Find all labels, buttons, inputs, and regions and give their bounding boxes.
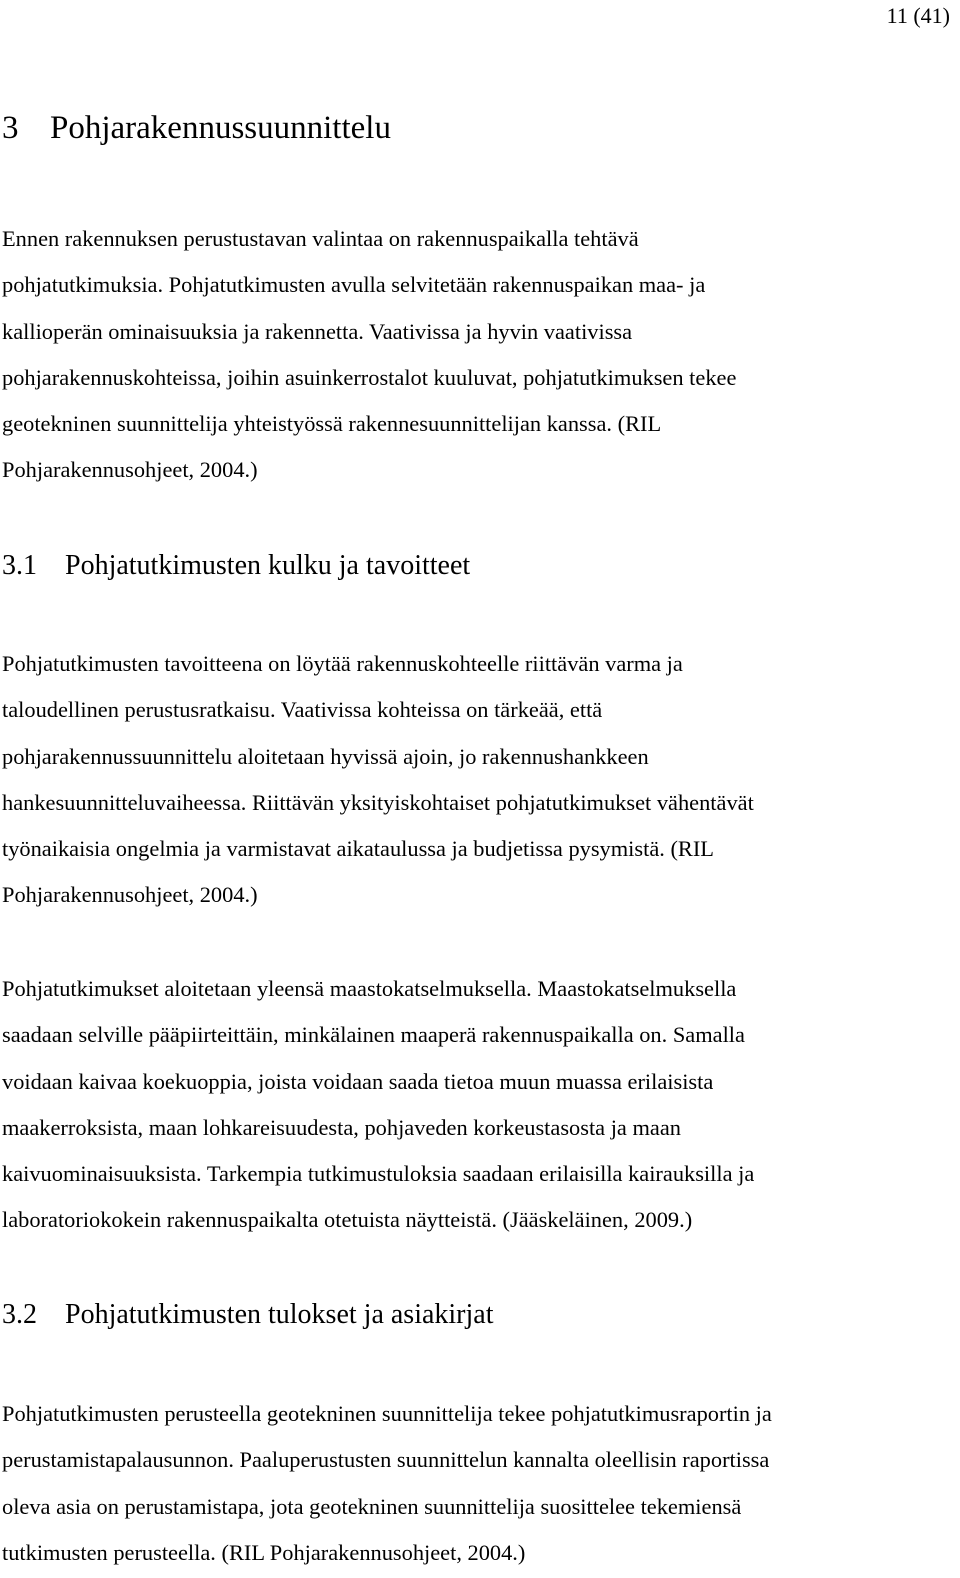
section-3-1-number: 3.1 (2, 550, 37, 581)
chapter-heading (2, 106, 391, 150)
section-3-1-paragraph-2 (2, 966, 947, 1244)
text-line: perustamistapalausunnon. Paaluperustusten suunnittelun kannalta oleellisin raportissa (2, 1447, 770, 1473)
text-line: taloudellinen perustusratkaisu. Vaativissa kohteissa on tärkeää, että (2, 697, 603, 723)
section-3-1-title: Pohjatutkimusten kulku ja tavoitteet (65, 550, 471, 581)
text-line: tutkimusten perusteella. (RIL Pohjarakennusohjeet, 2004.) (2, 1539, 526, 1565)
text-line: työnaikaisia ongelmia ja varmistavat aikataulussa ja budjetissa pysymistä. (RIL (2, 836, 714, 862)
text-line: pohjarakennuskohteissa, joihin asuinkerrostalot kuuluvat, pohjatutkimuksen tekee (2, 364, 737, 390)
text-line: hankesuunnitteluvaiheessa. Riittävän yksityiskohtaiset pohjatutkimukset vähentävät (2, 789, 754, 815)
text-line: kaivuominaisuuksista. Tarkempia tutkimustuloksia saadaan erilaisilla kairauksilla ja (2, 1161, 755, 1187)
section-3-2-paragraph-1 (2, 1391, 947, 1576)
text-line: geotekninen suunnittelija yhteistyössä rakennesuunnittelijan kanssa. (RIL (2, 411, 662, 437)
text-line: voidaan kaivaa koekuoppia, joista voidaan saada tietoa muun muassa erilaisista (2, 1068, 714, 1094)
text-line: Pohjatutkimusten perusteella geotekninen suunnittelija tekee pohjatutkimusraportin ja (2, 1401, 772, 1426)
text-line: Ennen rakennuksen perustustavan valintaa on rakennuspaikalla tehtävä (2, 226, 639, 251)
text-line: Pohjarakennusohjeet, 2004.) (2, 882, 258, 908)
text-line: saadaan selville pääpiirteittäin, minkälainen maaperä rakennuspaikalla on. Samalla (2, 1022, 745, 1048)
section-3-1-paragraph-1 (2, 641, 947, 919)
text-line: Pohjatutkimukset aloitetaan yleensä maastokatselmuksella. Maastokatselmuksella (2, 976, 737, 1001)
section-3-2-number: 3.2 (2, 1299, 37, 1330)
text-line: laboratoriokokein rakennuspaikalta otetuista näytteistä. (Jääskeläinen, 2009.) (2, 1207, 693, 1233)
text-line: pohjarakennussuunnittelu aloitetaan hyvissä ajoin, jo rakennushankkeen (2, 743, 649, 769)
chapter-title: Pohjarakennussuunnittelu (50, 110, 391, 146)
text-line: oleva asia on perustamistapa, jota geotekninen suunnittelija suosittelee tekemiensä (2, 1493, 742, 1519)
text-line: pohjatutkimuksia. Pohjatutkimusten avulla selvitetään rakennuspaikan maa- ja (2, 272, 706, 298)
text-line: Pohjatutkimusten tavoitteena on löytää rakennuskohteelle riittävän varma ja (2, 651, 683, 676)
page-number: 11 (41) (886, 3, 950, 28)
chapter-number: 3 (2, 110, 19, 146)
section-3-1-heading (2, 548, 470, 584)
text-line: kallioperän ominaisuuksia ja rakennetta. Vaativissa ja hyvin vaativissa (2, 318, 633, 344)
text-line: maakerroksista, maan lohkareisuudesta, pohjaveden korkeustasosta ja maan (2, 1114, 681, 1140)
text-line: Pohjarakennusohjeet, 2004.) (2, 457, 258, 483)
intro-paragraph (2, 216, 947, 494)
section-3-2-heading (2, 1297, 494, 1333)
section-3-2-title: Pohjatutkimusten tulokset ja asiakirjat (65, 1299, 494, 1330)
